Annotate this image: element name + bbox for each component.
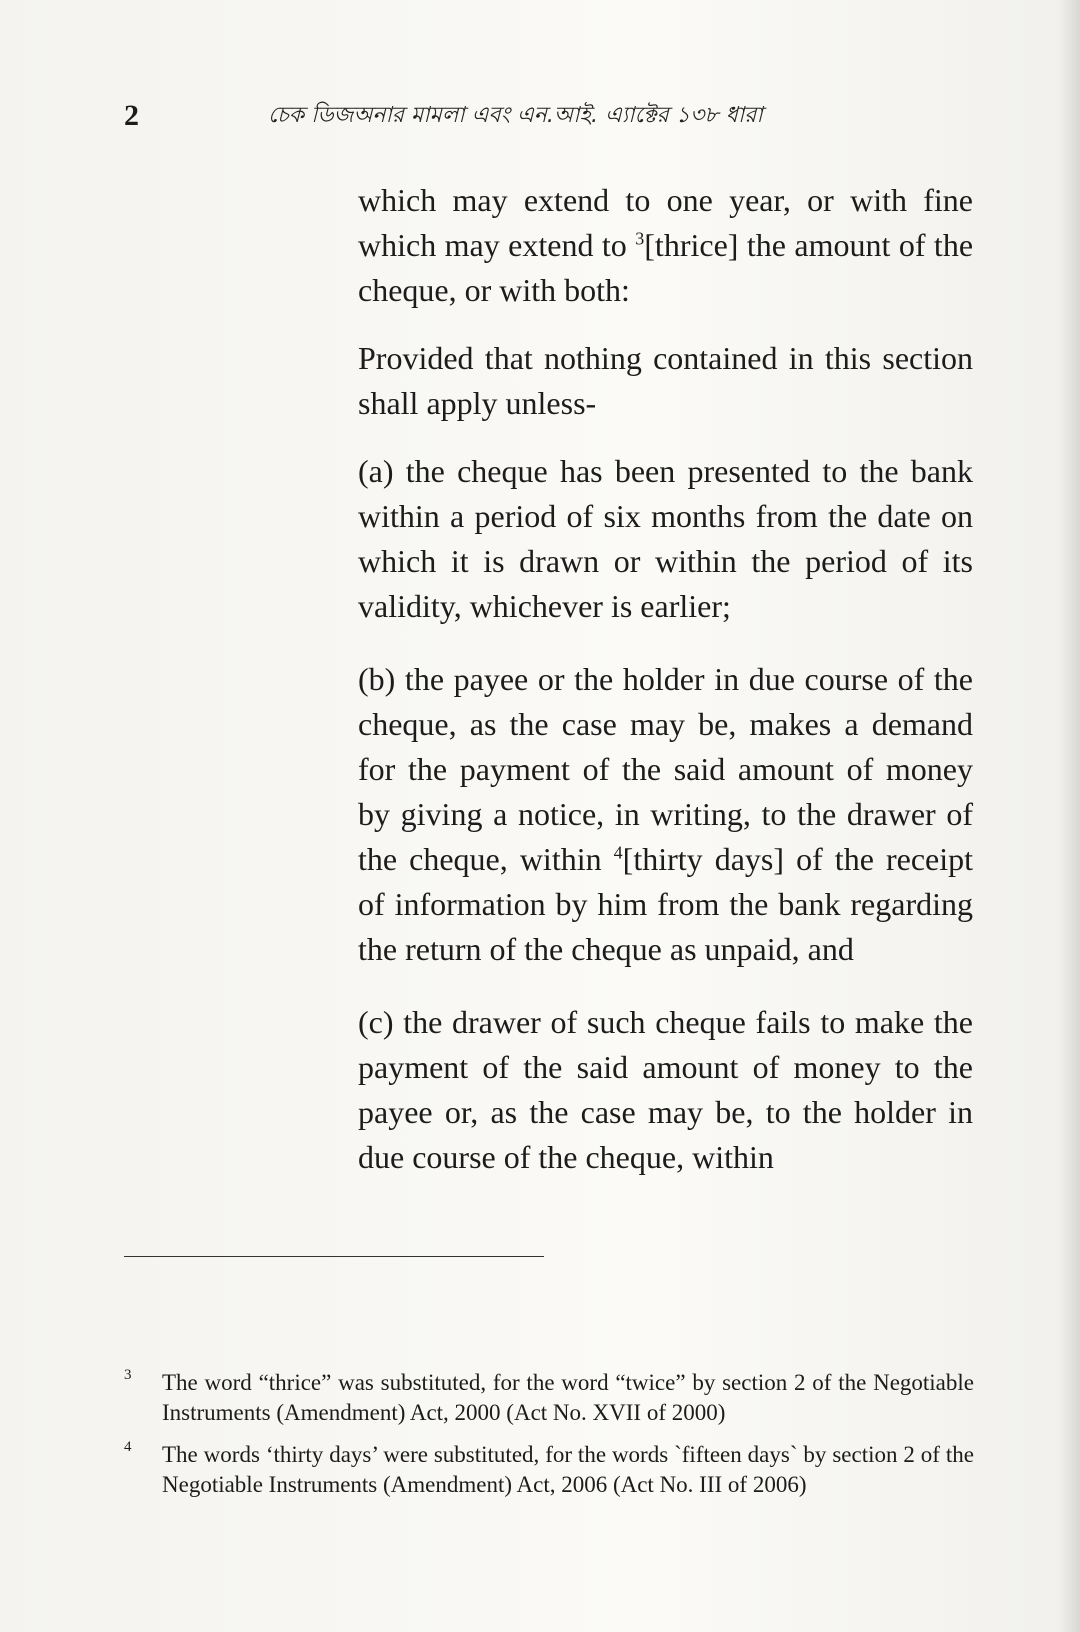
page-edge-shadow xyxy=(1058,0,1080,1632)
clause-b-rest: [thirty days] of the receipt of information by him from the bank regarding the return of the cheque as unpaid, and xyxy=(358,841,974,967)
footnote-ref-4: 4 xyxy=(613,842,623,863)
running-head: চেক ডিজঅনার মামলা এবং এন.আই. এ্যাক্টের ১৩৮ ধারা xyxy=(268,103,763,128)
lead-text: which may extend to one year, or with fine which may extend to xyxy=(358,182,973,263)
footnote-separator xyxy=(124,1256,544,1257)
lead-rest: [thrice] the amount of the cheque, or with both: xyxy=(358,227,974,308)
lead-paragraph xyxy=(358,178,973,313)
footnote-4 xyxy=(124,1440,974,1500)
clause-c: (c) the drawer of such cheque fails to make the payment of the said amount of money to the payee or, as the case may be, to the holder in due course of the cheque, within xyxy=(358,1004,973,1175)
footnote-3 xyxy=(124,1368,974,1428)
page-number: 2 xyxy=(124,99,139,132)
footnote-text: The words ‘thirty days’ were substituted, for the words `fifteen days` by section 2 of the Negotiable Instruments (Amendment) Act, 2006 (Act No. III of 2006) xyxy=(162,1442,974,1497)
proviso-paragraph: Provided that nothing contained in this section shall apply unless- xyxy=(358,340,973,421)
footnote-mark: 3 xyxy=(124,1367,132,1383)
clause-b xyxy=(358,657,973,972)
footnotes xyxy=(124,1368,974,1512)
body-text xyxy=(358,178,973,1208)
footnote-mark: 4 xyxy=(124,1439,132,1455)
footnote-text: The word “thrice” was substituted, for the word “twice” by section 2 of the Negotiable Instruments (Amendment) Act, 2000 (Act No. XVII of 2000) xyxy=(162,1370,974,1425)
clause-b-text: (b) the payee or the holder in due course of the cheque, as the case may be, makes a demand for the payment of the said amount of money by giving a notice, in writing, to the drawer of the cheque, within xyxy=(358,661,973,877)
footnote-ref-3: 3 xyxy=(635,228,645,249)
clause-a: (a) the cheque has been presented to the bank within a period of six months from the date on which it is drawn or within the period of its validity, whichever is earlier; xyxy=(358,453,973,624)
page-header xyxy=(124,94,1020,138)
